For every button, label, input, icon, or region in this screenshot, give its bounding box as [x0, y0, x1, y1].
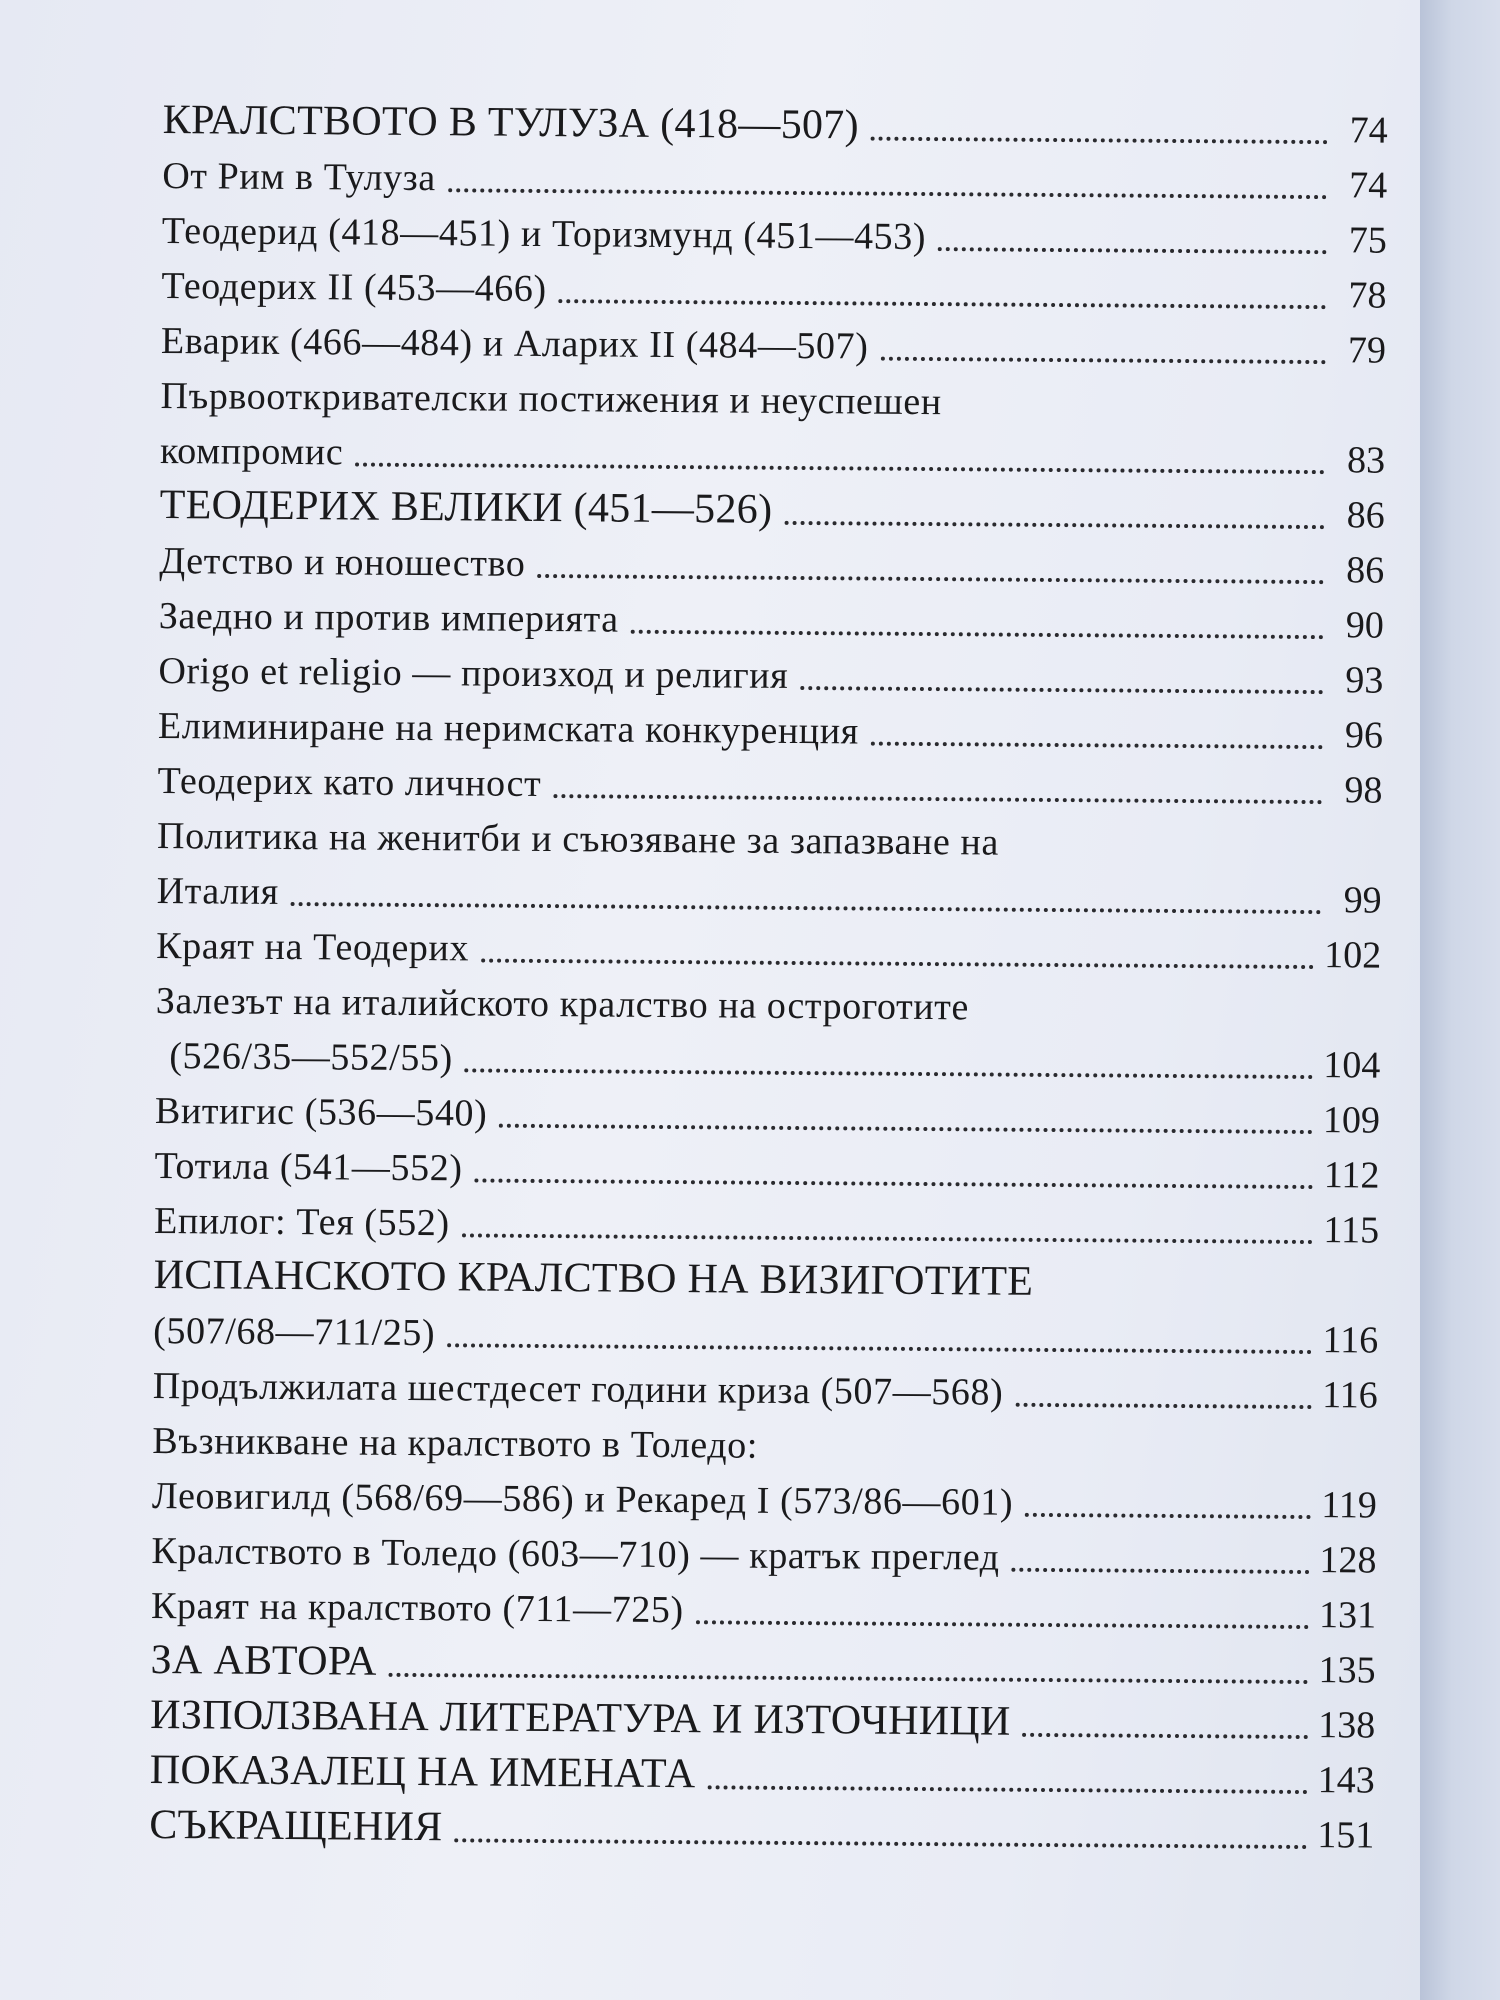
toc-page-number: 115 — [1323, 1209, 1380, 1252]
dot-leader — [291, 902, 1322, 914]
toc-page-number: 102 — [1324, 934, 1382, 977]
dot-leader — [448, 188, 1328, 199]
toc-entry-title: Кралството в Толедо (603—710) — кратък преглед — [151, 1530, 1000, 1579]
page-edge — [1420, 0, 1500, 2000]
toc-entry-title: Краят на Теодерих — [156, 925, 470, 970]
dot-leader — [481, 959, 1314, 970]
toc-entry — [152, 1463, 1377, 1528]
toc-entry-title: Възникване на кралството в Толедо: — [152, 1420, 759, 1467]
toc-page-number: 93 — [1345, 659, 1384, 702]
toc-entry — [151, 1573, 1376, 1638]
dot-leader — [1022, 1733, 1308, 1739]
toc-section-title: ПОКАЗАЛЕЦ НА ИМЕНАТА — [149, 1746, 696, 1798]
dot-leader — [1015, 1403, 1312, 1409]
toc-entry — [157, 748, 1382, 813]
dot-leader — [784, 521, 1324, 529]
dot-leader — [355, 463, 1325, 475]
toc-entry — [157, 803, 1382, 868]
toc-entry — [150, 1683, 1375, 1748]
dot-leader — [800, 686, 1323, 694]
toc-page-number: 109 — [1322, 1099, 1381, 1142]
toc-entry-title: Залезът на италийското кралство на остроготите — [155, 980, 970, 1029]
toc-entry — [161, 308, 1386, 373]
toc-entry — [156, 913, 1381, 978]
toc-section-title: СЪКРАЩЕНИЯ — [149, 1801, 443, 1851]
toc-entry-title: Елиминиране на неримската конкуренция — [157, 705, 859, 753]
toc-page-number: 75 — [1348, 219, 1388, 262]
toc-entry — [158, 638, 1383, 703]
toc-entry-title: Витигис (536—540) — [154, 1090, 488, 1135]
toc-entry — [154, 1188, 1379, 1253]
toc-entry-title: Краят на кралството (711—725) — [150, 1585, 684, 1632]
toc-page-number: 96 — [1344, 714, 1384, 757]
table-of-contents — [149, 88, 1388, 1858]
toc-entry — [162, 143, 1387, 208]
toc-page-number: 116 — [1322, 1319, 1379, 1362]
dot-leader — [553, 794, 1322, 804]
dot-leader — [474, 1178, 1313, 1189]
dot-leader — [447, 1343, 1312, 1354]
toc-entry — [152, 1408, 1377, 1473]
toc-entry — [153, 1298, 1378, 1363]
toc-page-number: 86 — [1346, 549, 1385, 592]
toc-page-number: 99 — [1343, 879, 1382, 922]
toc-page-number: 104 — [1323, 1044, 1381, 1087]
toc-entry-title: (507/68—711/25) — [153, 1310, 436, 1355]
toc-entry — [159, 528, 1384, 593]
toc-entry — [153, 1353, 1378, 1418]
dot-leader — [1012, 1568, 1310, 1574]
toc-entry — [160, 363, 1385, 428]
toc-entry-title: Еварик (466—484) и Аларих II (484—507) — [160, 320, 869, 368]
dot-leader — [871, 137, 1328, 145]
toc-page-number: 74 — [1349, 164, 1388, 207]
toc-section-title: ЗА АВТОРА — [150, 1636, 377, 1685]
toc-entry — [154, 1133, 1379, 1198]
toc-page-number: 83 — [1346, 439, 1386, 482]
dot-leader — [462, 1233, 1314, 1244]
toc-page-number: 135 — [1318, 1649, 1376, 1692]
dot-leader — [465, 1068, 1314, 1079]
toc-entry — [153, 1243, 1378, 1308]
toc-page-number: 131 — [1318, 1594, 1377, 1637]
toc-entry — [149, 1793, 1374, 1858]
toc-entry-title: Епилог: Тея (552) — [153, 1200, 450, 1245]
toc-entry — [150, 1628, 1375, 1693]
toc-entry — [159, 583, 1384, 648]
dot-leader — [880, 357, 1326, 364]
toc-page-number: 116 — [1322, 1374, 1378, 1417]
toc-entry — [160, 473, 1385, 538]
toc-page-number: 151 — [1317, 1814, 1375, 1857]
toc-entry-title: Тотила (541—552) — [154, 1145, 463, 1190]
dot-leader — [707, 1785, 1307, 1794]
toc-entry — [161, 253, 1386, 318]
dot-leader — [871, 742, 1323, 750]
toc-entry — [157, 858, 1382, 923]
dot-leader — [499, 1124, 1313, 1134]
dot-leader — [537, 574, 1324, 584]
toc-entry — [158, 693, 1383, 758]
toc-entry — [155, 1078, 1380, 1143]
toc-entry-title: Първооткривателски постижения и неуспешен — [160, 375, 942, 424]
dot-leader — [559, 299, 1327, 309]
toc-entry-title: компромис — [159, 430, 344, 474]
toc-entry-title: Теодерид (418—451) и Торизмунд (451—453) — [161, 210, 927, 259]
toc-section-title: ТЕОДЕРИХ ВЕЛИКИ (451—526) — [159, 481, 773, 533]
toc-entry — [156, 968, 1381, 1033]
toc-entry-title: (526/35—552/55) — [169, 1035, 453, 1080]
toc-entry-title: Заедно и против империята — [158, 595, 619, 641]
toc-entry-title: Теодерих II (453—466) — [161, 265, 547, 311]
toc-page-number: 112 — [1323, 1154, 1380, 1197]
toc-entry — [160, 418, 1385, 483]
toc-entry — [150, 1738, 1375, 1803]
dot-leader — [938, 247, 1327, 254]
toc-entry-title: Италия — [156, 870, 279, 914]
toc-page-number: 119 — [1321, 1484, 1378, 1527]
toc-section-title: КРАЛСТВОТО В ТУЛУЗА (418—507) — [162, 96, 860, 149]
toc-entry-title: Теодерих като личност — [157, 760, 542, 806]
toc-entry — [163, 88, 1388, 153]
toc-page-number: 78 — [1348, 274, 1387, 317]
dot-leader — [389, 1673, 1309, 1684]
dot-leader — [1025, 1513, 1311, 1519]
toc-entry-title: Политика на женитби и съюзяване за запазване на — [156, 815, 1000, 864]
toc-page-number: 74 — [1349, 109, 1388, 152]
toc-page-number: 143 — [1317, 1759, 1375, 1802]
toc-page-number: 98 — [1344, 769, 1383, 812]
dot-leader — [631, 630, 1324, 639]
toc-entry-title: От Рим в Тулуза — [162, 155, 436, 200]
toc-entry-title: Детство и юношество — [159, 540, 526, 586]
toc-entry — [155, 1023, 1380, 1088]
toc-entry-title: Продължилата шестдесет години криза (507—568) — [152, 1365, 1004, 1414]
toc-entry-title: Origo et religio — произход и религия — [158, 650, 789, 698]
toc-entry-title: Леовигилд (568/69—586) и Рекаред I (573/86—601) — [151, 1475, 1014, 1524]
toc-entry — [162, 198, 1387, 263]
toc-page-number: 86 — [1346, 494, 1385, 537]
toc-page-number: 128 — [1319, 1539, 1377, 1582]
toc-section-title: ИЗПОЛЗВАНА ЛИТЕРАТУРА И ИЗТОЧНИЦИ — [150, 1691, 1011, 1745]
dot-leader — [454, 1838, 1307, 1849]
toc-page-number: 79 — [1347, 329, 1387, 372]
toc-page-number: 90 — [1345, 604, 1384, 647]
toc-entry — [151, 1518, 1376, 1583]
dot-leader — [696, 1620, 1309, 1629]
toc-page-number: 138 — [1318, 1704, 1376, 1747]
toc-section-title: ИСПАНСКОТО КРАЛСТВО НА ВИЗИГОТИТЕ — [153, 1251, 1034, 1305]
